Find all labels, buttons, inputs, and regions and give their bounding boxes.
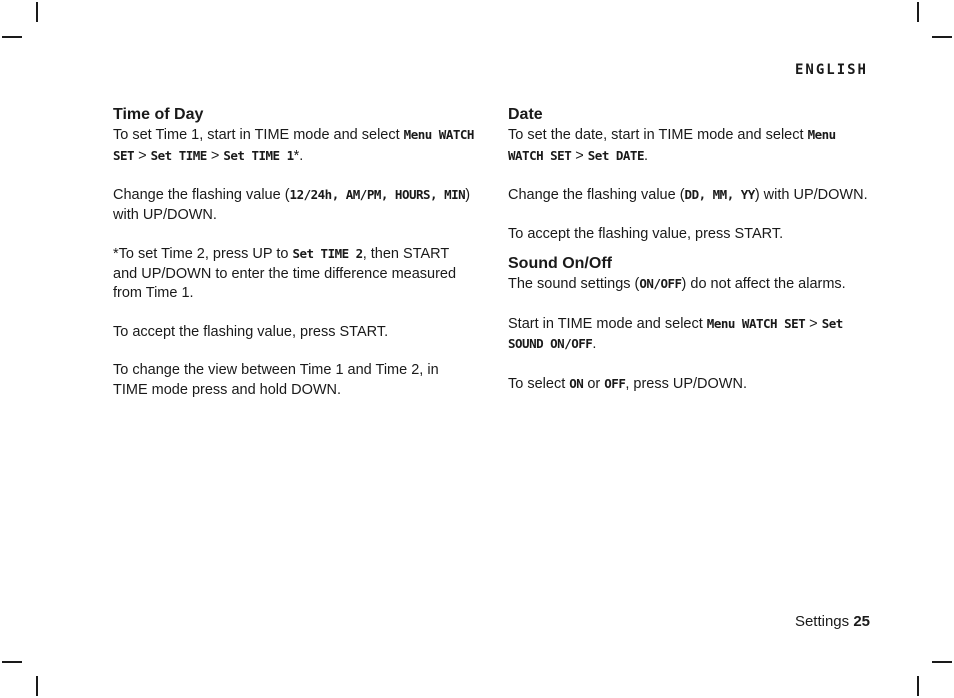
time-of-day-change-values: Change the flashing value (12/24h, AM/PM, HOURS, MIN) with UP/DOWN. bbox=[113, 187, 471, 223]
time-of-day-accept: To accept the flashing value, press START. bbox=[113, 323, 389, 340]
crop-mark-top-left-v bbox=[36, 2, 38, 22]
crop-mark-bottom-left-h bbox=[2, 661, 22, 663]
time-view-switch: To change the view between Time 1 and Time 2, in TIME mode press and hold DOWN. bbox=[113, 362, 439, 398]
crop-mark-top-left-h bbox=[2, 36, 22, 38]
date-intro: To set the date, start in TIME mode and select Menu WATCH SET > Set DATE. bbox=[508, 127, 836, 164]
right-column bbox=[508, 105, 870, 413]
page-number: 25 bbox=[853, 613, 870, 630]
crop-mark-top-right-v bbox=[917, 2, 919, 22]
sound-heading: Sound On/Off bbox=[508, 255, 612, 272]
sound-select: To select ON or OFF, press UP/DOWN. bbox=[508, 375, 747, 392]
crop-mark-bottom-right-h bbox=[932, 661, 952, 663]
left-column bbox=[113, 105, 475, 419]
date-accept: To accept the flashing value, press START. bbox=[508, 225, 784, 242]
footer-section: Settings bbox=[794, 613, 850, 630]
page-footer bbox=[795, 613, 870, 631]
sound-path: Start in TIME mode and select Menu WATCH SET > Set SOUND ON/OFF. bbox=[508, 315, 843, 352]
crop-mark-bottom-right-v bbox=[917, 676, 919, 696]
sound-intro: The sound settings (ON/OFF) do not affect the alarms. bbox=[508, 276, 846, 292]
time-of-day-intro: To set Time 1, start in TIME mode and select Menu WATCH SET > Set TIME > Set TIME 1*. bbox=[113, 127, 474, 164]
date-heading: Date bbox=[508, 106, 543, 123]
crop-mark-top-right-h bbox=[932, 36, 952, 38]
time-2-note: *To set Time 2, press UP to Set TIME 2, then START and UP/DOWN to enter the time difference measured from Time 1. bbox=[113, 246, 457, 301]
date-change-values: Change the flashing value (DD, MM, YY) with UP/DOWN. bbox=[508, 187, 868, 203]
language-label: ENGLISH bbox=[794, 62, 868, 78]
crop-mark-bottom-left-v bbox=[36, 676, 38, 696]
time-of-day-heading: Time of Day bbox=[113, 106, 204, 123]
